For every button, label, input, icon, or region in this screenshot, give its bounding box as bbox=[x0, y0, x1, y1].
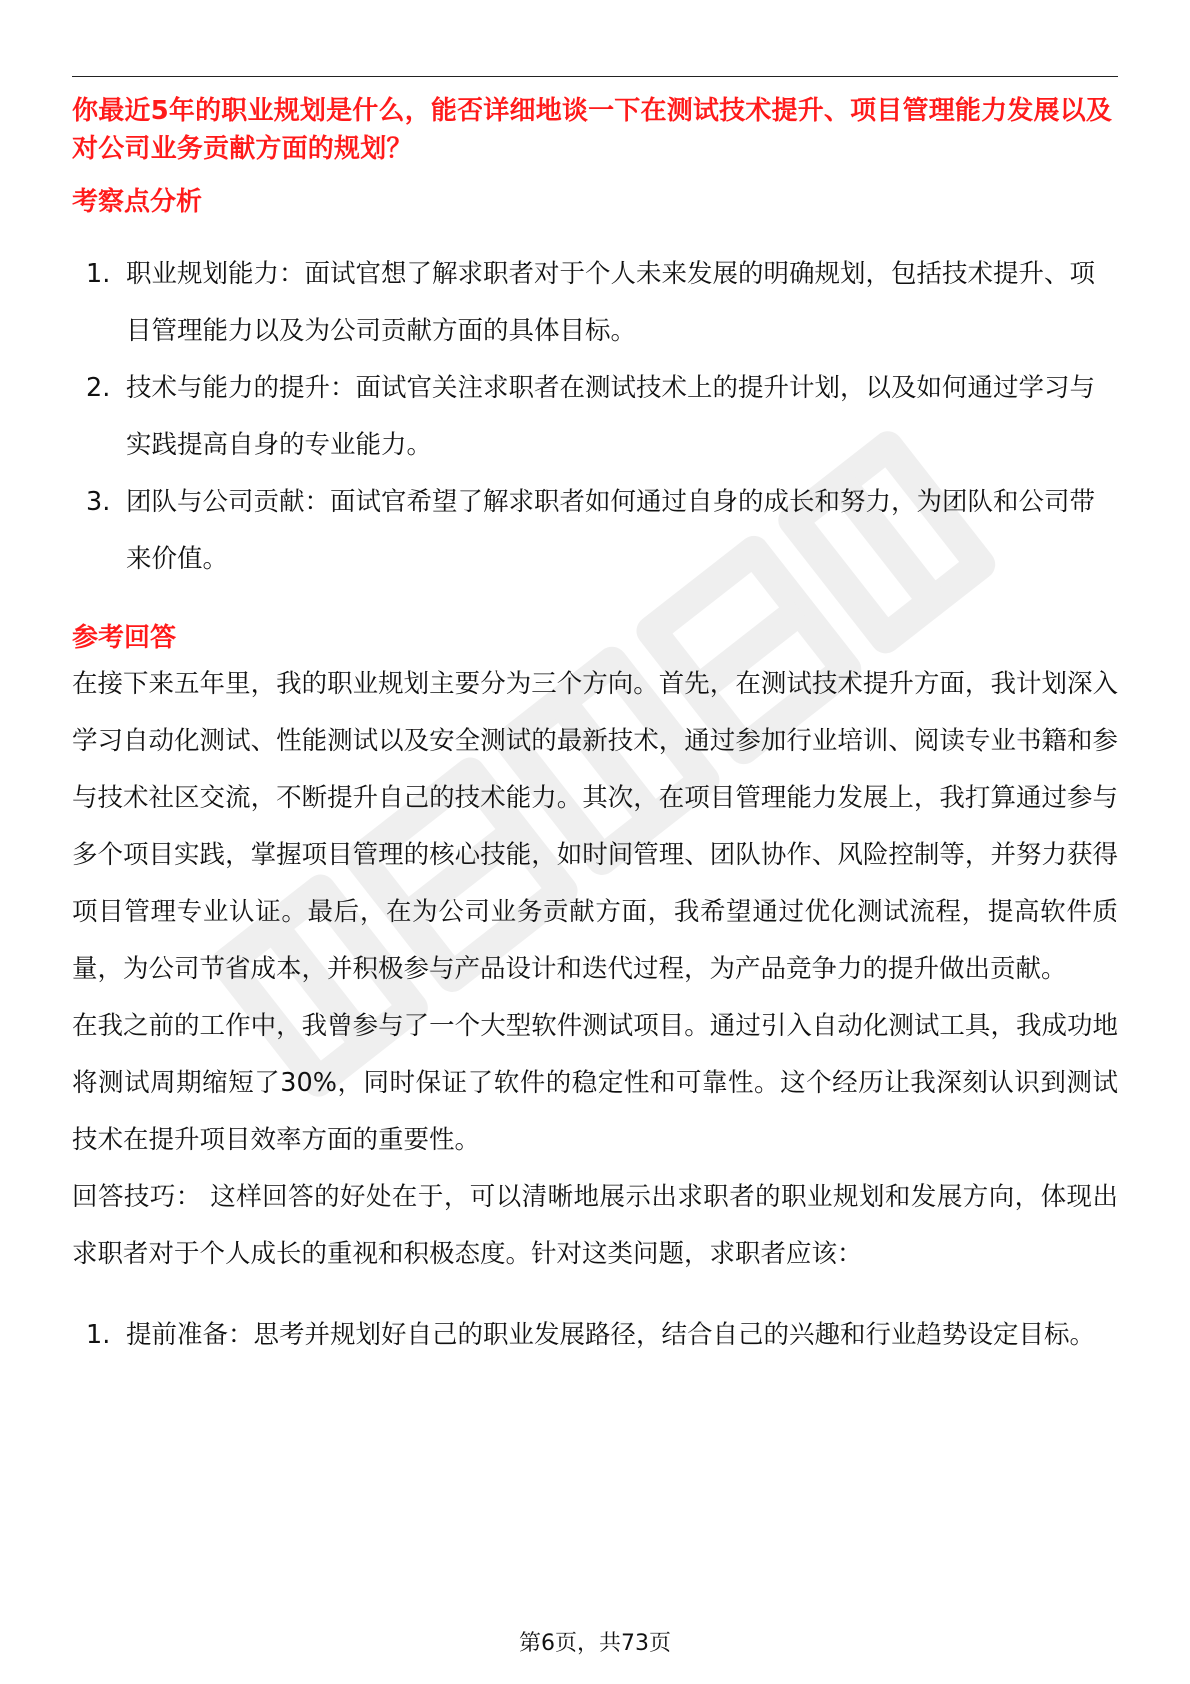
list-item-number: 1. bbox=[86, 1320, 111, 1350]
list-item-text: 职业规划能力：面试官想了解求职者对于个人未来发展的明确规划，包括技术提升、项目管理能力以及为公司贡献方面的具体目标。 bbox=[126, 259, 1096, 346]
analysis-heading: 考察点分析 bbox=[72, 187, 203, 217]
page-number: 第6页，共73页 bbox=[519, 1631, 671, 1656]
list-item bbox=[72, 474, 1118, 588]
list-item-text: 提前准备：思考并规划好自己的职业发展路径，结合自己的兴趣和行业趋势设定目标。 bbox=[126, 1320, 1096, 1350]
header-rule bbox=[72, 76, 1118, 77]
answer-tips-intro: 回答技巧： 这样回答的好处在于，可以清晰地展示出求职者的职业规划和发展方向，体现出求职者对于个人成长的重视和积极态度。针对这类问题，求职者应该： bbox=[72, 1182, 1118, 1269]
list-item bbox=[72, 360, 1118, 474]
list-item-text: 技术与能力的提升：面试官关注求职者在测试技术上的提升计划，以及如何通过学习与实践提高自身的专业能力。 bbox=[126, 373, 1096, 460]
list-item-number: 2. bbox=[86, 373, 111, 403]
list-item-text: 团队与公司贡献：面试官希望了解求职者如何通过自身的成长和努力，为团队和公司带来价值。 bbox=[126, 487, 1096, 574]
document-body bbox=[72, 92, 1118, 1364]
tips-list bbox=[72, 1307, 1118, 1364]
answer-paragraph: 在我之前的工作中，我曾参与了一个大型软件测试项目。通过引入自动化测试工具，我成功地将测试周期缩短了30%，同时保证了软件的稳定性和可靠性。这个经历让我深刻认识到测试技术在提升项目效率方面的重要性。 bbox=[72, 1011, 1118, 1155]
question-title: 你最近5年的职业规划是什么，能否详细地谈一下在测试技术提升、项目管理能力发展以及对公司业务贡献方面的规划？ bbox=[72, 96, 1113, 164]
list-item-number: 1. bbox=[86, 259, 111, 289]
list-item bbox=[72, 1307, 1118, 1364]
list-item bbox=[72, 246, 1118, 360]
analysis-list bbox=[72, 246, 1118, 588]
list-item-number: 3. bbox=[86, 487, 111, 517]
answer-paragraph: 在接下来五年里，我的职业规划主要分为三个方向。首先，在测试技术提升方面，我计划深入学习自动化测试、性能测试以及安全测试的最新技术，通过参加行业培训、阅读专业书籍和参与技术社区交流，不断提升自己的技术能力。其次，在项目管理能力发展上，我打算通过参与多个项目实践，掌握项目管理的核心技能，如时间管理、团队协作、风险控制等，并努力获得项目管理专业认证。最后，在为公司业务贡献方面，我希望通过优化测试流程，提高软件质量，为公司节省成本，并积极参与产品设计和迭代过程，为产品竞争力的提升做出贡献。 bbox=[72, 669, 1118, 984]
answer-heading: 参考回答 bbox=[72, 623, 177, 653]
